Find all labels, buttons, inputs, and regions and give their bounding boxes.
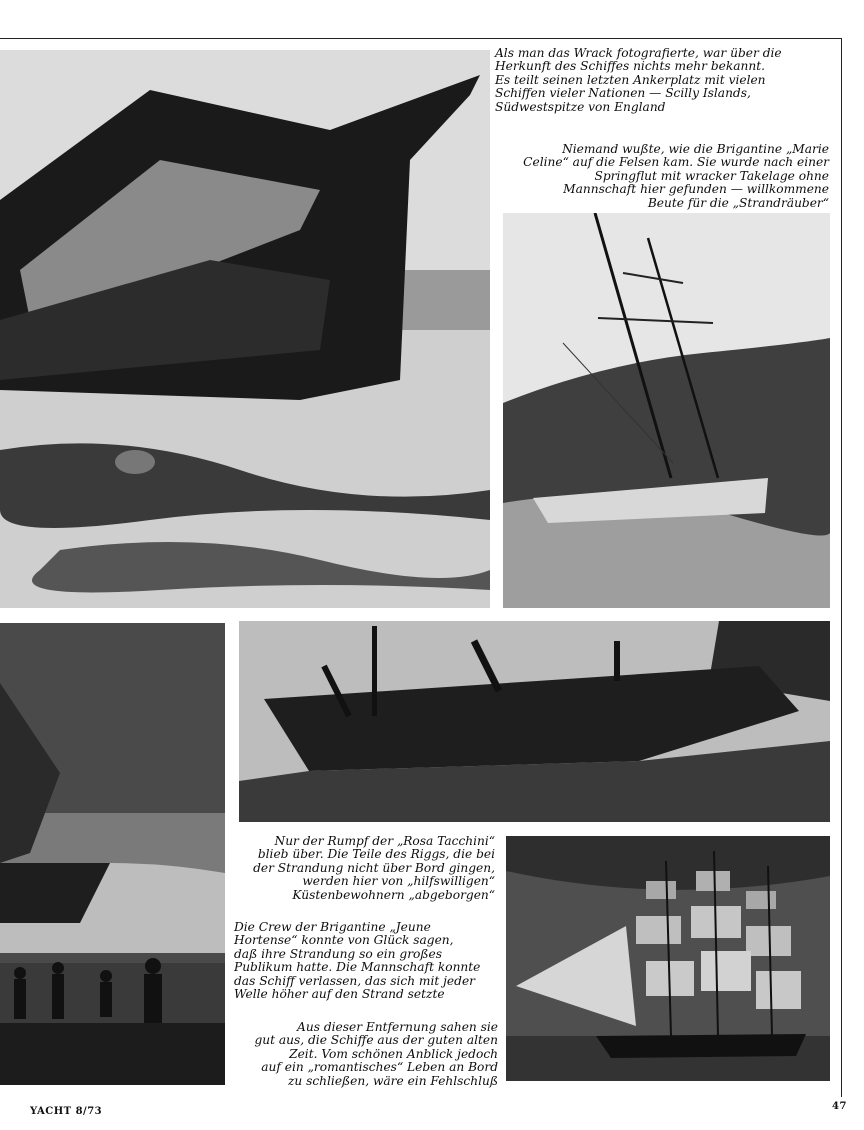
magazine-issue-label: YACHT 8/73 [30,1106,103,1117]
caption-wreck-origin: Als man das Wrack fotografierte, war über die Herkunft des Schiffes nichts mehr bekannt. Es teilt seinen letzten Ankerplatz mit vielen Schiffen vieler Nationen — Scilly Islands, Südwestspitze von England [495,46,782,114]
caption-rosa-tacchini: Nur der Rumpf der „Rosa Tacchini“ blieb über. Die Teile des Riggs, die bei der Strandung nicht über Bord gingen, werden hier von „hilfswilligen“ Küstenbewohnern „abgeborgen“ [253,834,495,902]
caption-jeune-hortense: Die Crew der Brigantine „Jeune Hortense“ konnte von Glück sagen, daß ihre Strandung so ein großes Publikum hatte. Die Mannschaft konnte das Schiff verlassen, das sich mit jeder Welle höher auf den Strand setzte [234,920,481,1002]
caption-marie-celine: Niemand wußte, wie die Brigantine „Marie Celine“ auf die Felsen kam. Sie wurde nach einer Springflut mit wracker Takelage ohne Mannschaft hier gefunden — willkommene Beute für die „Strandräuber“ [523,142,829,210]
jeune-hortense-crowd-photo [0,623,225,1085]
full-rigged-ship-photo [506,836,830,1081]
wreck-on-beach-photo [0,50,490,608]
rosa-tacchini-hull-photo [239,621,830,822]
page-number: 47 [832,1101,847,1112]
caption-distance: Aus dieser Entfernung sahen sie gut aus, die Schiffe aus der guten alten Zeit. Vom schönen Anblick jedoch auf ein „romantisches“ Leben an Bord zu schließen, wäre ein Fehlschluß [254,1020,498,1088]
marie-celine-brigantine-photo [503,213,830,608]
